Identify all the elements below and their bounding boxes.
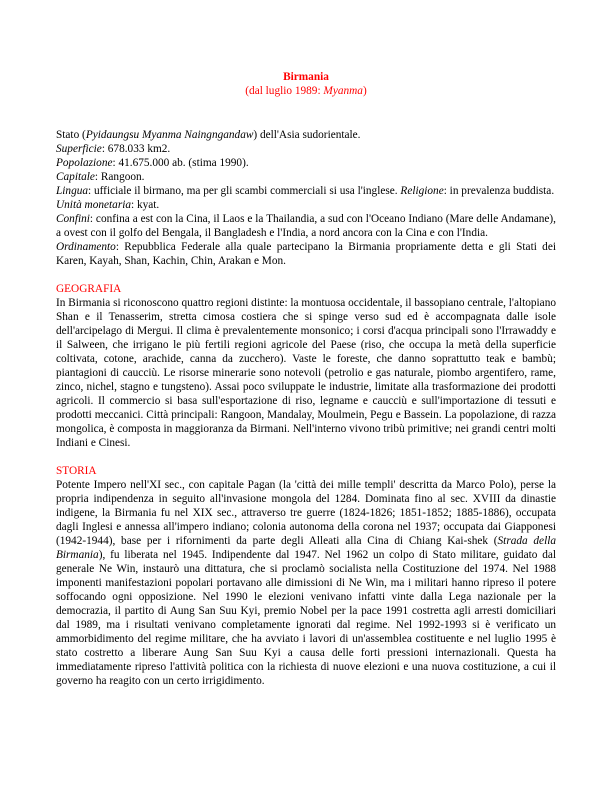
document-page — [56, 70, 556, 688]
subtitle-name: Myanma — [323, 85, 363, 97]
info-superficie: Superficie: 678.033 km2. — [56, 143, 171, 155]
storia-text: Potente Impero nell'XI sec., con capitale Pagan (la 'città dei mille templi' descritta da Marco Polo), perse la propria indipendenza in seguito all'invasione mongola del 1284. Dominata fino al sec. XVIII da dinastie indigene, la Birmania fu nel XIX sec., attraverso tre guerre (1824-1826; 1851-1852; 1885-1886), occupata dagli Inglesi e annessa all'impero indiano; colonia autonoma della corona nel 1937; occupata dai Giapponesi (1942-1944), base per i rifornimenti da parte degli Alleati alla Cina di Chiang Kai-shek (Strada della Birmania), fu liberata nel 1945. Indipendente dal 1947. Nel 1962 un colpo di Stato militare, guidato dal generale Ne Win, instaurò una dittatura, che si proclamò socialista nella Costituzione del 1974. Nel 1988 imponenti manifestazioni popolari portavano alle dimissioni di Ne Win, ma i militari hanno ripreso il potere soffocando ogni opposizione. Nel 1990 le elezioni venivano infatti vinte dalla Lega nazionale per la democrazia, il partito di Aung San Suu Kyi, premio Nobel per la pace 1991 costretta agli arresti domiciliari dal 1989, ma i risultati venivano completamente ignorati dal regime. Nel 1992-1993 si è verificato un ammorbidimento del regime militare, che ha avviato i lavori di un'assemblea costituente e nel luglio 1995 è stato costretto a liberare Aung San Suu Kyi a causa delle forti pressioni internazionali. Questa ha immediatamente ripreso l'attività politica con la richiesta di nuove elezioni e una nuova costituzione, a cui il governo ha reagito con un certo irrigidimento. — [56, 479, 556, 687]
geografia-heading: GEOGRAFIA — [56, 283, 122, 295]
info-moneta: Unità monetaria: kyat. — [56, 199, 160, 211]
info-block — [56, 128, 556, 268]
geografia-text: In Birmania si riconoscono quattro regioni distinte: la montuosa occidentale, il bassopiano centrale, l'altopiano Shan e il Tenasserim, stretta cimosa costiera che si spinge verso sud ed è accompagnata dalle isole dell'arcipelago di Mergui. Il clima è prevalentemente monsonico; i corsi d'acqua principali sono l'Irrawaddy e il Salween, che irrigano le più fertili regioni agricole del Paese (riso, che occupa la metà della superficie coltivata, cotone, arachide, canna da zucchero). Vaste le foreste, che danno soprattutto teak e bambù; piantagioni di caucciù. Le risorse minerarie sono notevoli (petrolio e gas naturale, piombo argentifero, rame, zinco, nichel, stagno e tungsteno). Assai poco sviluppate le industrie, limitate alla trasformazione dei prodotti agricoli. Il commercio si basa sull'esportazione di riso, legname e caucciù e sull'importazione di tessuti e prodotti meccanici. Città principali: Rangoon, Mandalay, Moulmein, Pegu e Bassein. La popolazione, di razza mongolica, è composta in maggioranza da Birmani. Nell'interno vivono tribù primitive; nei grandi centri molti Indiani e Cinesi. — [56, 297, 556, 449]
info-lingua: Lingua: ufficiale il birmano, ma per gli scambi commerciali si usa l'inglese. Religione: in prevalenza buddista. — [56, 185, 555, 197]
info-ordinamento: Ordinamento: Repubblica Federale alla quale partecipano la Birmania propriamente detta e gli Stati dei Karen, Kayah, Shan, Kachin, Chin, Arakan e Mon. — [56, 241, 556, 267]
title-block — [56, 70, 556, 98]
document-title: Birmania — [283, 71, 329, 83]
storia-heading: STORIA — [56, 465, 97, 477]
info-stato: Stato (Pyidaungsu Myanma Naingngandaw) dell'Asia sudorientale. — [56, 129, 361, 141]
subtitle-prefix: (dal luglio 1989: — [245, 85, 324, 97]
info-confini: Confini: confina a est con la Cina, il Laos e la Thailandia, a sud con l'Oceano Indiano (Mare delle Andamane), a ovest con il golfo del Bengala, il Bangladesh e l'India, a nord ancora con la Cina e con l'India. — [56, 213, 556, 239]
info-capitale: Capitale: Rangoon. — [56, 171, 145, 183]
info-popolazione: Popolazione: 41.675.000 ab. (stima 1990). — [56, 157, 249, 169]
subtitle-suffix: ) — [362, 85, 367, 97]
document-subtitle — [56, 84, 556, 98]
